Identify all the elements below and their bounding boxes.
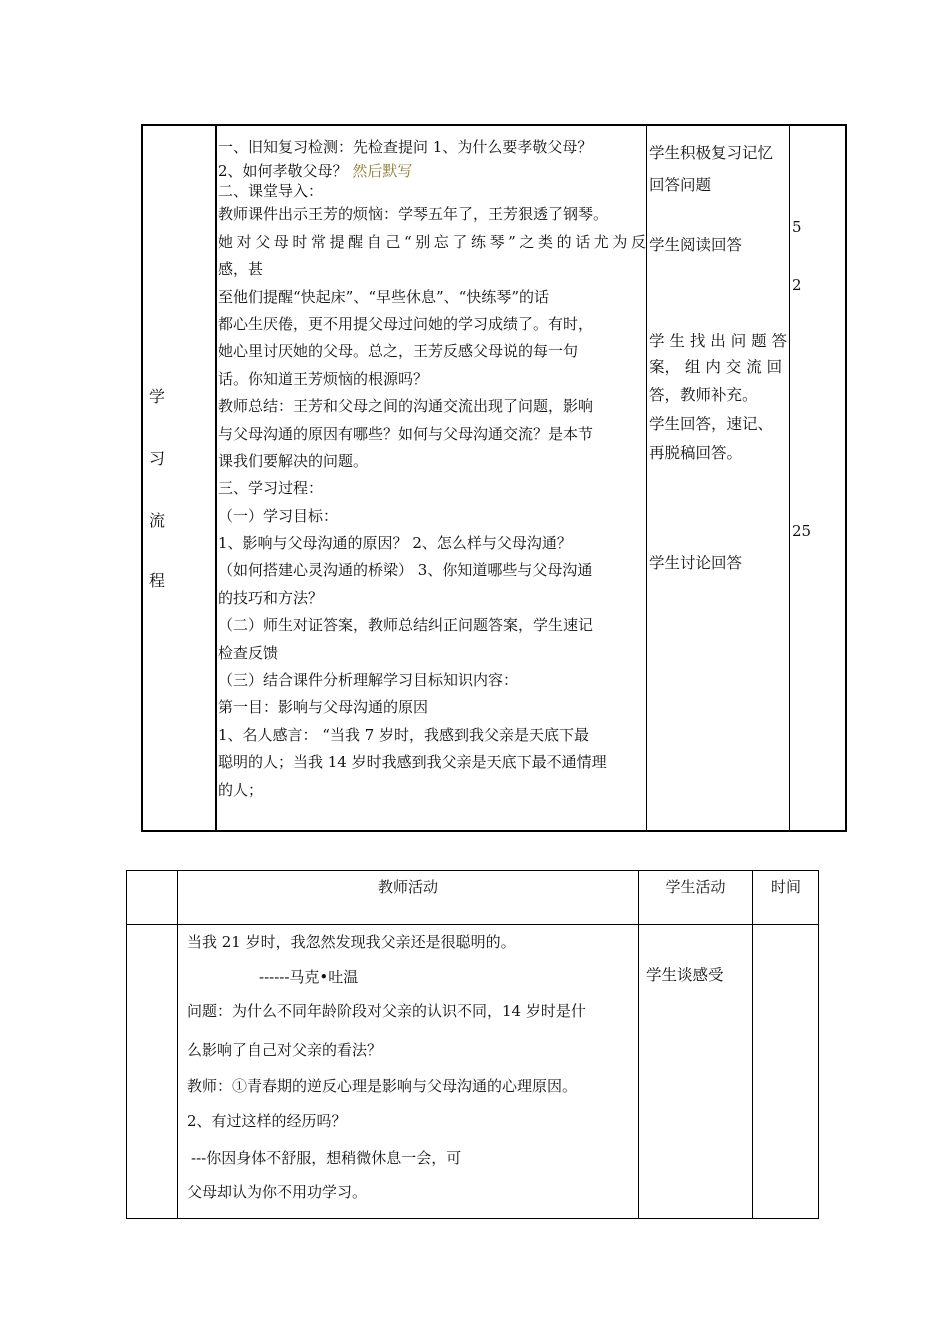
header-divider	[127, 924, 818, 925]
section-label-char: 习	[149, 449, 166, 468]
text-line: 教师课件出示王芳的烦恼：学琴五年了，王芳狠透了钢琴。	[218, 205, 609, 224]
header-teacher-activity: 教师活动	[377, 878, 438, 896]
text-segment: 2、如何孝敬父母？	[218, 162, 348, 181]
column-divider	[646, 126, 647, 830]
lesson-flow-table	[141, 124, 847, 832]
header-student-activity: 学生活动	[665, 878, 726, 896]
text-line: 与父母沟通的原因有哪些？如何与父母沟通交流？是本节	[218, 424, 594, 443]
section-label-char: 程	[149, 571, 166, 590]
text-line: 一、旧知复习检测：先检查提问 1、为什么要孝敬父母？	[218, 138, 593, 156]
student-activity-text: 答，教师补充。	[649, 386, 758, 404]
section-label-char: 学	[149, 387, 166, 406]
text-line: 2、有过这样的经历吗？	[187, 1112, 347, 1130]
text-line: 都心生厌倦，更不用提父母过问她的学习成绩了。有时，	[218, 314, 594, 333]
text-line: 至他们提醒“快起床”、“早些休息”、“快练琴”的话	[218, 287, 550, 306]
section-label-char: 流	[149, 511, 166, 530]
column-divider	[789, 126, 790, 830]
text-line: 她心里讨厌她的父母。总之，王芳反感父母说的每一句	[218, 342, 579, 361]
text-line: （二）师生对证答案，教师总结纠正问题答案，学生速记	[218, 616, 594, 635]
text-line: 二、课堂导入：	[218, 182, 324, 201]
text-line: 的人；	[218, 780, 264, 799]
text-line: 三、学习过程：	[218, 479, 324, 498]
student-activity-text: 学生积极复习记忆	[649, 144, 774, 162]
time-value: 2	[792, 276, 802, 294]
text-line: 当我 21 岁时，我忽然发现我父亲还是很聪明的。	[187, 933, 516, 951]
text-line: （如何搭建心灵沟通的桥梁） 3、你知道哪些与父母沟通	[218, 561, 593, 580]
student-activity-text: 再脱稿回答。	[649, 444, 743, 462]
lesson-continuation-table	[126, 870, 819, 1219]
text-line: ---你因身体不舒服，想稍微休息一会，可	[191, 1149, 462, 1167]
student-activity-text: 案， 组 内 交 流 回	[649, 358, 783, 376]
text-line: 检查反馈	[218, 643, 279, 662]
column-divider	[638, 871, 639, 1218]
student-activity-text: 学生回答，速记、	[649, 415, 774, 433]
quote-attribution: ------马克•吐温	[259, 968, 359, 986]
text-line	[218, 161, 646, 181]
text-line: 第一目：影响与父母沟通的原因	[218, 698, 429, 717]
text-line: 课我们要解决的问题。	[218, 451, 369, 470]
text-line: 么影响了自己对父亲的看法？	[187, 1041, 383, 1059]
text-line: 她对父母时常提醒自己“别忘了练琴”之类的话尤为反	[218, 232, 646, 251]
text-line: 1、影响与父母沟通的原因？ 2、怎么样与父母沟通？	[218, 534, 572, 553]
text-line: 问题：为什么不同年龄阶段对父亲的认识不同，14 岁时是什	[187, 1002, 586, 1020]
column-divider	[752, 871, 753, 1218]
teacher-activity-cell	[218, 134, 646, 804]
text-line: （三）结合课件分析理解学习目标知识内容：	[218, 671, 519, 690]
text-line: （一）学习目标：	[218, 506, 339, 525]
text-line: 教师总结：王芳和父母之间的沟通交流出现了问题，影响	[218, 397, 594, 416]
text-line: 感，甚	[218, 260, 264, 279]
student-activity-text: 学生讨论回答	[649, 554, 743, 572]
student-activity-text: 回答问题	[649, 176, 712, 194]
text-line: 1、名人感言： “当我 7 岁时，我感到我父亲是天底下最	[218, 725, 590, 744]
header-time: 时间	[770, 878, 801, 896]
student-activity-text: 学 生 找 出 问 题 答	[649, 332, 788, 350]
column-divider	[215, 126, 217, 830]
column-divider	[177, 871, 178, 1218]
text-line: 教师：①青春期的逆反心理是影响与父母沟通的心理原因。	[187, 1077, 578, 1095]
text-line: 话。你知道王芳烦恼的根源吗？	[218, 369, 429, 388]
text-line: 的技巧和方法？	[218, 588, 324, 607]
time-value: 25	[792, 522, 812, 540]
time-value: 5	[792, 218, 802, 236]
student-activity-text: 学生谈感受	[646, 966, 724, 984]
student-activity-text: 学生阅读回答	[649, 236, 743, 254]
text-line: 父母却认为你不用功学习。	[187, 1183, 368, 1201]
highlighted-text: 然后默写	[352, 162, 413, 181]
text-line: 聪明的人；当我 14 岁时我感到我父亲是天底下最不通情理	[218, 753, 607, 772]
